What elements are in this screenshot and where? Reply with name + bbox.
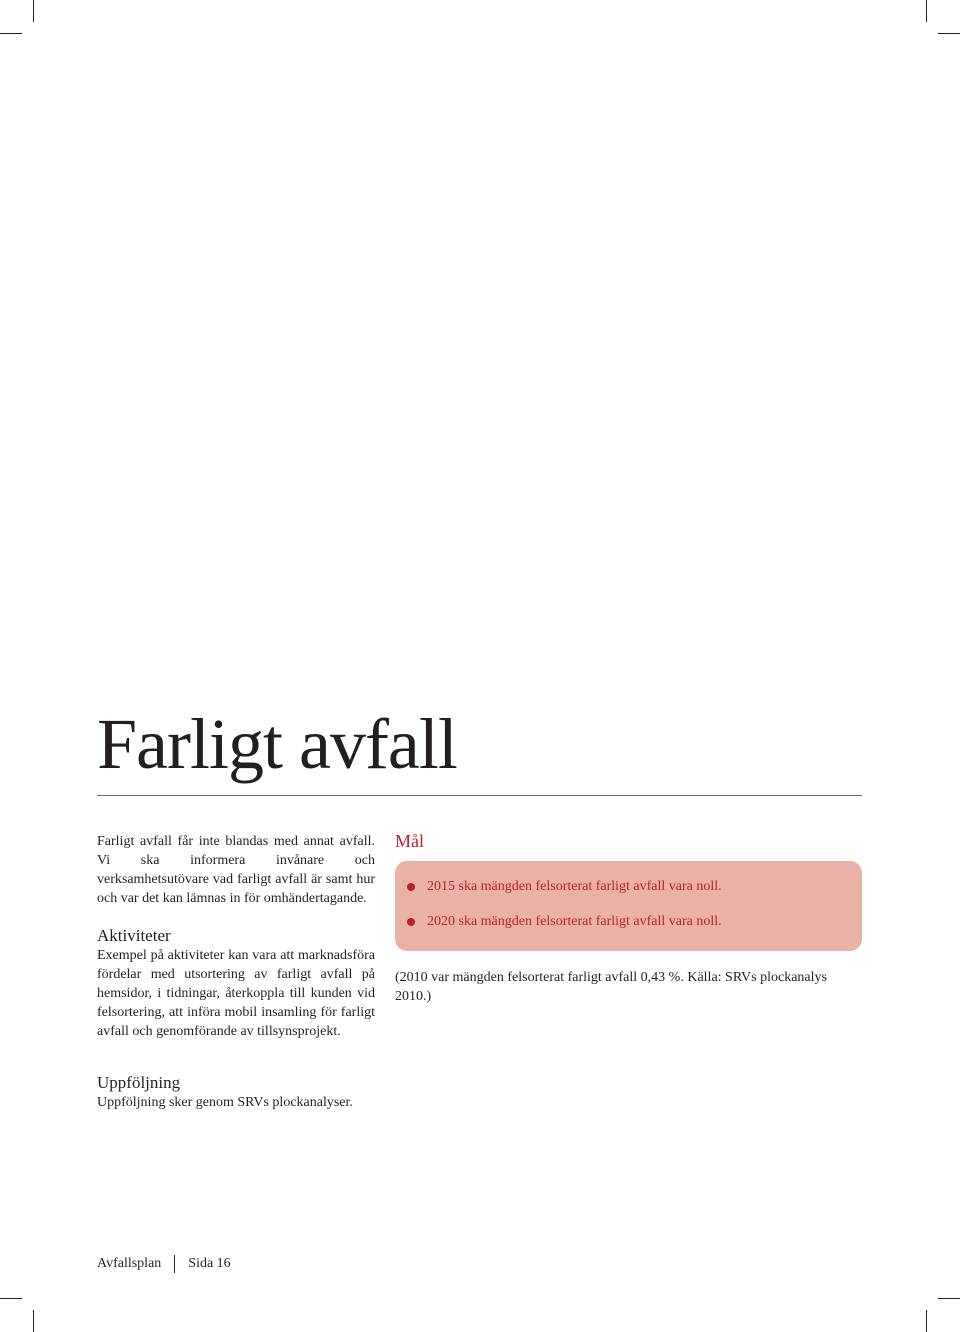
followup-heading: Uppföljning <box>97 1073 181 1092</box>
activities-paragraph: Exempel på aktiviteter kan vara att marknadsföra fördelar med utsortering av farligt avfall på hemsidor, i tidningar, återkoppla till kunden vid felsortering, att införa mobil insamling för farligt avfall och genomförande av tillsynsprojekt. <box>97 948 375 1039</box>
crop-mark <box>0 1298 22 1299</box>
crop-mark <box>938 33 960 34</box>
title-divider <box>97 795 862 796</box>
goals-box <box>395 861 862 951</box>
left-column <box>97 832 375 1041</box>
footer-divider <box>174 1255 175 1273</box>
crop-mark <box>938 1298 960 1299</box>
page-title: Farligt avfall <box>97 704 457 784</box>
goal-text: 2020 ska mängden felsorterat farligt avfall vara noll. <box>427 914 722 929</box>
goals-heading: Mål <box>395 831 424 851</box>
activities-heading: Aktiviteter <box>97 926 171 945</box>
bullet-icon <box>407 918 415 926</box>
goal-item <box>407 912 850 931</box>
intro-paragraph: Farligt avfall får inte blandas med annat avfall. Vi ska informera invånare och verksamhetsutövare vad farligt avfall är samt hur och var det kan lämnas in för omhändertagande. <box>97 834 375 906</box>
goals-section <box>395 830 862 1006</box>
crop-mark <box>0 33 22 34</box>
goal-item <box>407 877 850 896</box>
footer-page-number: Sida 16 <box>188 1256 231 1271</box>
bullet-icon <box>407 883 415 891</box>
goal-text: 2015 ska mängden felsorterat farligt avfall vara noll. <box>427 879 722 894</box>
followup-section <box>97 1073 497 1112</box>
crop-mark <box>926 1310 927 1332</box>
crop-mark <box>926 0 927 22</box>
footer-document-name: Avfallsplan <box>97 1256 162 1271</box>
goals-note: (2010 var mängden felsorterat farligt avfall 0,43 %. Källa: SRVs plockanalys 2010.) <box>395 970 827 1004</box>
crop-mark <box>33 0 34 22</box>
followup-paragraph: Uppföljning sker genom SRVs plockanalyser. <box>97 1095 353 1110</box>
page-footer <box>97 1255 231 1273</box>
crop-mark <box>33 1310 34 1332</box>
